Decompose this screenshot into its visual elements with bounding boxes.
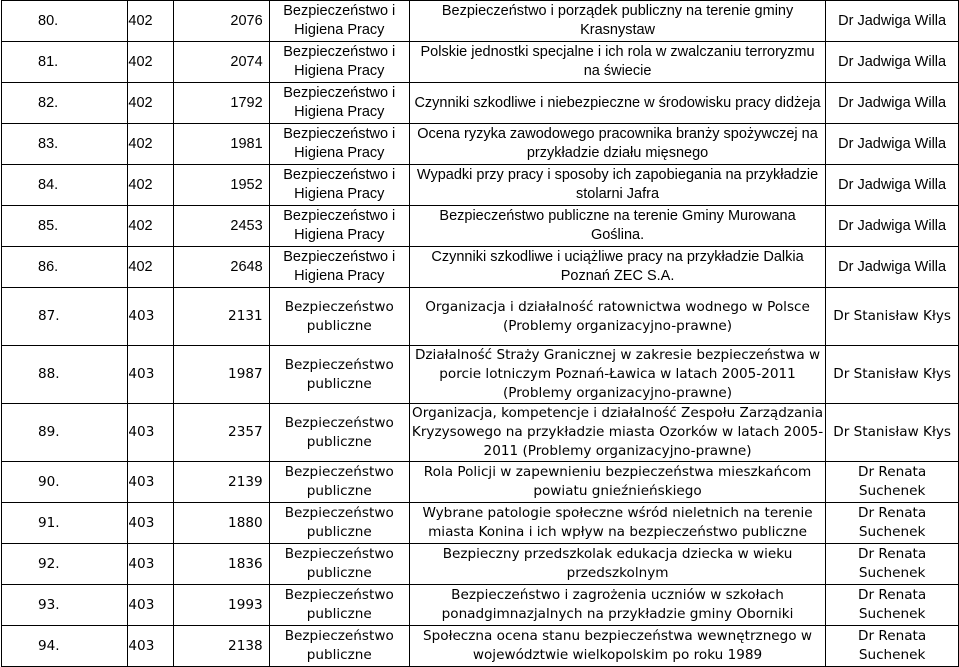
- table-row: [2, 503, 959, 544]
- thesis-title: Organizacja, kompetencje i działalność Zespołu Zarządzania Kryzysowego na przykładzie miasta Ozorków w latach 2005-2011 (Problemy organizacyjno-prawne): [409, 404, 825, 462]
- table-row: [2, 626, 959, 667]
- field-of-study: Bezpieczeństwo publiczne: [269, 404, 409, 462]
- field-of-study: Bezpieczeństwo publiczne: [269, 288, 409, 346]
- promoter-name: Dr Renata Suchenek: [826, 503, 959, 544]
- program-code: 403: [128, 585, 174, 626]
- thesis-title: Czynniki szkodliwe i niebezpieczne w środowisku pracy didżeja: [409, 83, 825, 124]
- thesis-title: Społeczna ocena stanu bezpieczeństwa wewnętrznego w województwie wielkopolskim po roku 1989: [409, 626, 825, 667]
- row-number: 82.: [2, 83, 128, 124]
- field-of-study: Bezpieczeństwo publiczne: [269, 503, 409, 544]
- program-code: 402: [128, 124, 174, 165]
- program-code: 403: [128, 544, 174, 585]
- thesis-title: Wypadki przy pracy i sposoby ich zapobiegania na przykładzie stolarni Jafra: [409, 165, 825, 206]
- program-code: 403: [128, 346, 174, 404]
- thesis-id: 1880: [174, 503, 270, 544]
- field-of-study: Bezpieczeństwo i Higiena Pracy: [269, 42, 409, 83]
- thesis-title: Rola Policji w zapewnieniu bezpieczeństwa mieszkańcom powiatu gnieźnieńskiego: [409, 462, 825, 503]
- row-number: 90.: [2, 462, 128, 503]
- table-row: [2, 247, 959, 288]
- row-number: 83.: [2, 124, 128, 165]
- row-number: 94.: [2, 626, 128, 667]
- promoter-name: Dr Renata Suchenek: [826, 544, 959, 585]
- thesis-id: 1836: [174, 544, 270, 585]
- program-code: 403: [128, 626, 174, 667]
- row-number: 92.: [2, 544, 128, 585]
- field-of-study: Bezpieczeństwo i Higiena Pracy: [269, 247, 409, 288]
- table-row: [2, 124, 959, 165]
- promoter-name: Dr Renata Suchenek: [826, 462, 959, 503]
- thesis-id: 2139: [174, 462, 270, 503]
- row-number: 84.: [2, 165, 128, 206]
- thesis-id: 1993: [174, 585, 270, 626]
- program-code: 402: [128, 83, 174, 124]
- field-of-study: Bezpieczeństwo i Higiena Pracy: [269, 165, 409, 206]
- row-number: 80.: [2, 1, 128, 42]
- table-row: [2, 404, 959, 462]
- thesis-title: Bezpieczeństwo i porządek publiczny na terenie gminy Krasnystaw: [409, 1, 825, 42]
- thesis-title: Polskie jednostki specjalne i ich rola w zwalczaniu terroryzmu na świecie: [409, 42, 825, 83]
- thesis-id: 2074: [174, 42, 270, 83]
- table-row: [2, 346, 959, 404]
- row-number: 87.: [2, 288, 128, 346]
- table-row: [2, 585, 959, 626]
- program-code: 402: [128, 1, 174, 42]
- row-number: 91.: [2, 503, 128, 544]
- promoter-name: Dr Jadwiga Willa: [826, 42, 959, 83]
- promoter-name: Dr Renata Suchenek: [826, 585, 959, 626]
- field-of-study: Bezpieczeństwo publiczne: [269, 626, 409, 667]
- row-number: 85.: [2, 206, 128, 247]
- field-of-study: Bezpieczeństwo i Higiena Pracy: [269, 1, 409, 42]
- promoter-name: Dr Jadwiga Willa: [826, 83, 959, 124]
- program-code: 403: [128, 462, 174, 503]
- program-code: 402: [128, 206, 174, 247]
- table-row: [2, 1, 959, 42]
- thesis-id: 1952: [174, 165, 270, 206]
- table-row: [2, 544, 959, 585]
- table-row: [2, 288, 959, 346]
- thesis-title: Wybrane patologie społeczne wśród nieletnich na terenie miasta Konina i ich wpływ na bezpieczeństwo publiczne: [409, 503, 825, 544]
- program-code: 402: [128, 165, 174, 206]
- program-code: 403: [128, 288, 174, 346]
- row-number: 88.: [2, 346, 128, 404]
- field-of-study: Bezpieczeństwo i Higiena Pracy: [269, 83, 409, 124]
- promoter-name: Dr Jadwiga Willa: [826, 206, 959, 247]
- thesis-id: 1792: [174, 83, 270, 124]
- promoter-name: Dr Jadwiga Willa: [826, 165, 959, 206]
- thesis-id: 2357: [174, 404, 270, 462]
- thesis-title: Bezpieczny przedszkolak edukacja dziecka w wieku przedszkolnym: [409, 544, 825, 585]
- promoter-name: Dr Stanisław Kłys: [826, 346, 959, 404]
- promoter-name: Dr Renata Suchenek: [826, 626, 959, 667]
- table-row: [2, 42, 959, 83]
- promoter-name: Dr Jadwiga Willa: [826, 124, 959, 165]
- thesis-title: Organizacja i działalność ratownictwa wodnego w Polsce (Problemy organizacyjno-prawne): [409, 288, 825, 346]
- promoter-name: Dr Jadwiga Willa: [826, 247, 959, 288]
- row-number: 93.: [2, 585, 128, 626]
- row-number: 81.: [2, 42, 128, 83]
- program-code: 403: [128, 404, 174, 462]
- table-row: [2, 83, 959, 124]
- field-of-study: Bezpieczeństwo publiczne: [269, 462, 409, 503]
- thesis-title: Działalność Straży Granicznej w zakresie bezpieczeństwa w porcie lotniczym Poznań-Ławica w latach 2005-2011 (Problemy organizacyjno-prawne): [409, 346, 825, 404]
- thesis-title: Bezpieczeństwo i zagrożenia uczniów w szkołach ponadgimnazjalnych na przykładzie gminy Oborniki: [409, 585, 825, 626]
- thesis-id: 2648: [174, 247, 270, 288]
- field-of-study: Bezpieczeństwo publiczne: [269, 585, 409, 626]
- promoter-name: Dr Stanisław Kłys: [826, 288, 959, 346]
- promoter-name: Dr Stanisław Kłys: [826, 404, 959, 462]
- row-number: 86.: [2, 247, 128, 288]
- promoter-name: Dr Jadwiga Willa: [826, 1, 959, 42]
- thesis-id: 2453: [174, 206, 270, 247]
- field-of-study: Bezpieczeństwo i Higiena Pracy: [269, 124, 409, 165]
- thesis-id: 2138: [174, 626, 270, 667]
- thesis-title: Czynniki szkodliwe i uciążliwe pracy na przykładzie Dalkia Poznań ZEC S.A.: [409, 247, 825, 288]
- thesis-table: [1, 0, 959, 667]
- thesis-title: Bezpieczeństwo publiczne na terenie Gminy Murowana Goślina.: [409, 206, 825, 247]
- program-code: 402: [128, 247, 174, 288]
- field-of-study: Bezpieczeństwo publiczne: [269, 346, 409, 404]
- thesis-id: 2131: [174, 288, 270, 346]
- program-code: 403: [128, 503, 174, 544]
- row-number: 89.: [2, 404, 128, 462]
- program-code: 402: [128, 42, 174, 83]
- thesis-id: 1981: [174, 124, 270, 165]
- thesis-title: Ocena ryzyka zawodowego pracownika branży spożywczej na przykładzie działu mięsnego: [409, 124, 825, 165]
- table-row: [2, 206, 959, 247]
- field-of-study: Bezpieczeństwo i Higiena Pracy: [269, 206, 409, 247]
- thesis-id: 2076: [174, 1, 270, 42]
- table-row: [2, 462, 959, 503]
- field-of-study: Bezpieczeństwo publiczne: [269, 544, 409, 585]
- thesis-id: 1987: [174, 346, 270, 404]
- table-row: [2, 165, 959, 206]
